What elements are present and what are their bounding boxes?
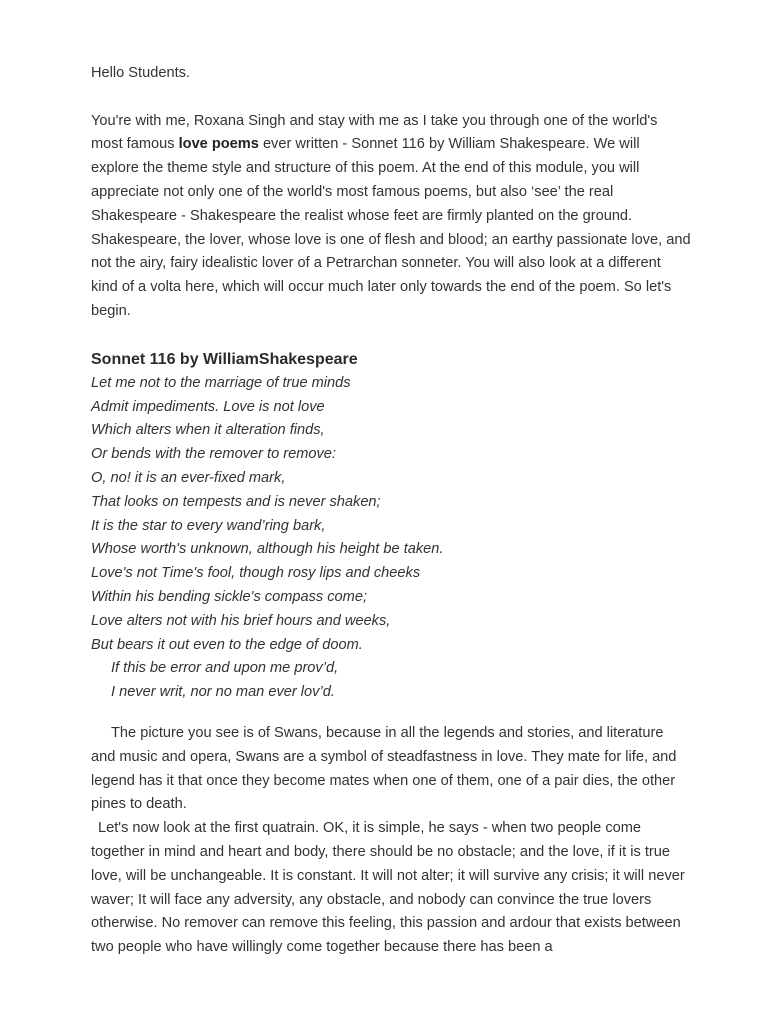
sonnet-line: Which alters when it alteration finds,	[91, 422, 325, 439]
sonnet-text	[91, 372, 691, 705]
intro-bold-phrase: love poems	[178, 136, 259, 153]
sonnet-line: Let me not to the marriage of true minds	[91, 374, 351, 391]
sonnet-title: Sonnet 116 by WilliamShakespeare	[91, 350, 358, 368]
document-body	[91, 62, 691, 960]
sonnet-line: It is the star to every wand’ring bark,	[91, 517, 326, 534]
first-quatrain-paragraph: Let's now look at the first quatrain. OK, it is simple, he says - when two people come together in mind and heart and body, there should be no obstacle; and the love, if it is true love, will be unchangeable. It is constant. It will not alter; it will survive any crisis; it will never waver; It will face any adversity, any obstacle, and nobody can convince the true lovers otherwise. No remover can remove this feeling, this passion and ardour that exists between two people who have willingly come together because there has been a	[91, 820, 685, 956]
swans-paragraph: The picture you see is of Swans, because in all the legends and stories, and literature and music and opera, Swans are a symbol of steadfastness in love. They mate for life, and legend has it that once they become mates when one of them, one of a pair dies, the other pines to death.	[91, 724, 677, 813]
sonnet-line: That looks on tempests and is never shaken;	[91, 493, 381, 510]
sonnet-line: Love alters not with his brief hours and weeks,	[91, 612, 391, 629]
intro-text-start: You're with me, Roxana Singh and stay with me as I take you through one of the world's most famous	[91, 112, 658, 153]
greeting: Hello Students.	[91, 65, 190, 81]
sonnet-line: Within his bending sickle's compass come;	[91, 588, 367, 605]
sonnet-line: Admit impediments. Love is not love	[91, 398, 325, 415]
sonnet-line: But bears it out even to the edge of doom.	[91, 636, 363, 653]
intro-paragraph	[91, 110, 691, 324]
intro-text-end: ever written - Sonnet 116 by William Shakespeare. We will explore the theme style and structure of this poem. At the end of this module, you will appreciate not only one of the world's most famous poems, but also ‘see’ the real Shakespeare - Shakespeare the realist whose feet are firmly planted on the ground. Shakespeare, the lover, whose love is one of flesh and blood; an earthy passionate love, and not the airy, fairy idealistic lover of a Petrarchan sonneter. You will also look at a different kind of a volta here, which will occur much later only towards the end of the poem. So let's begin.	[91, 136, 691, 319]
sonnet-line: Or bends with the remover to remove:	[91, 446, 336, 463]
sonnet-couplet-line: If this be error and upon me prov’d,	[111, 660, 339, 677]
sonnet-line: O, no! it is an ever-fixed mark,	[91, 469, 286, 486]
sonnet-couplet-line: I never writ, nor no man ever lov’d.	[111, 684, 335, 701]
sonnet-line: Love's not Time's fool, though rosy lips and cheeks	[91, 565, 421, 582]
sonnet-line: Whose worth's unknown, although his height be taken.	[91, 541, 444, 558]
